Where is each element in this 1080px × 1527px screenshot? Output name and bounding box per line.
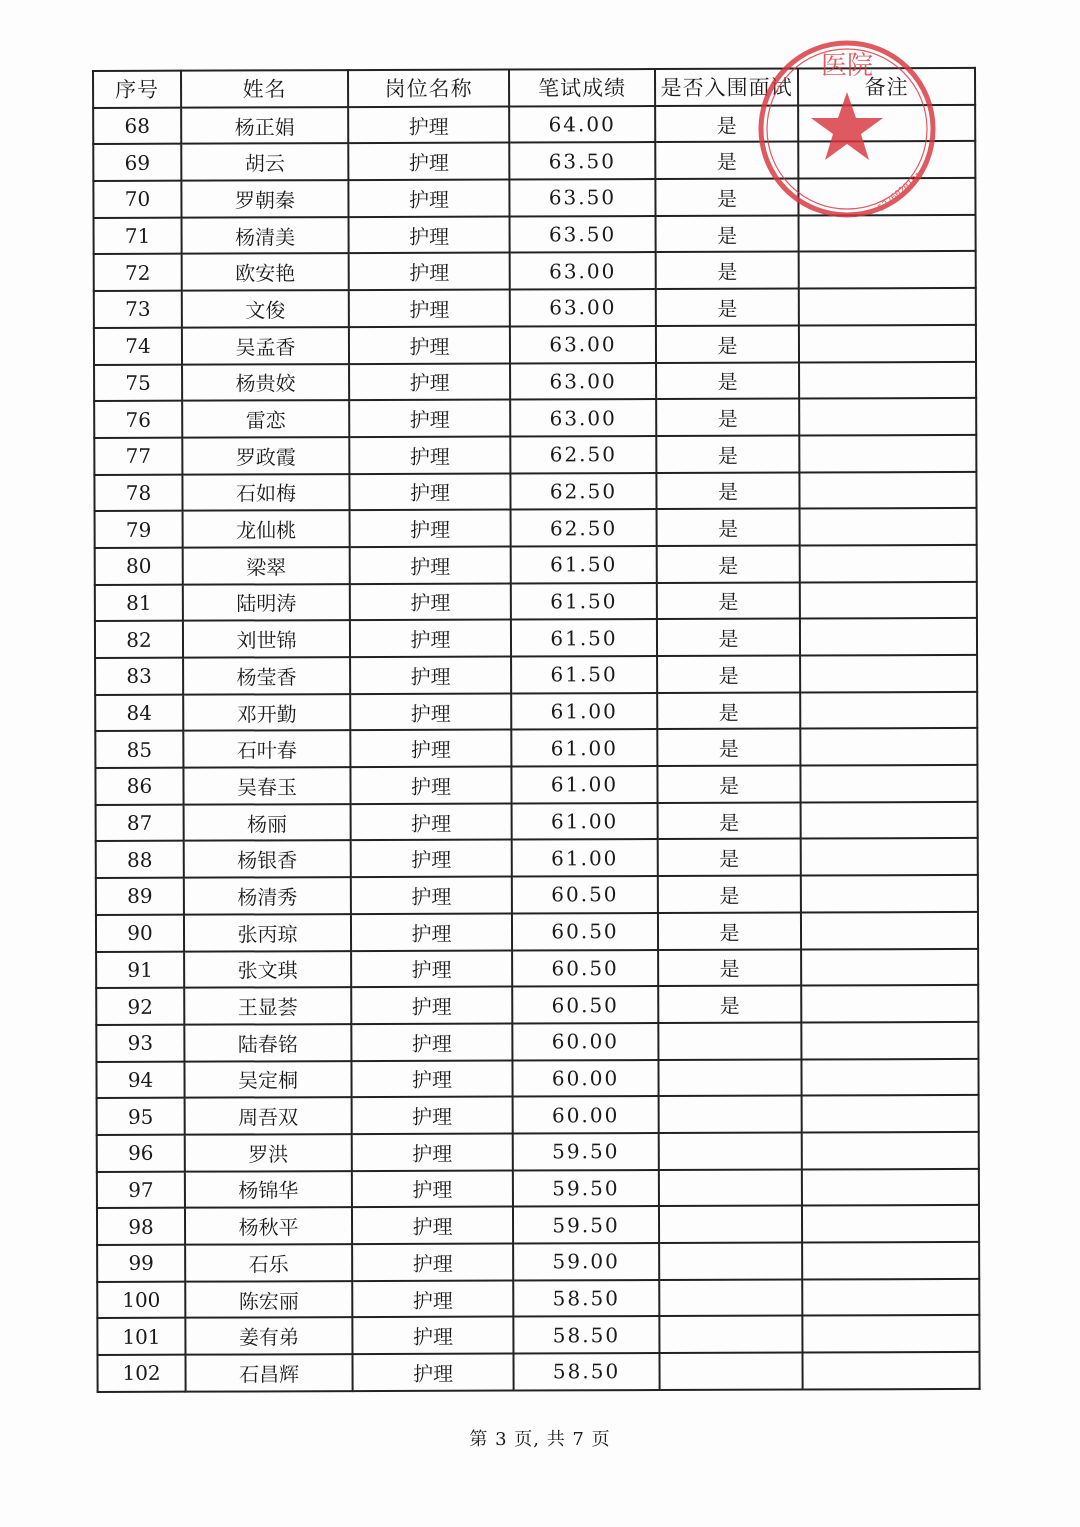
cell-index: 79 <box>95 511 183 548</box>
cell-index: 91 <box>96 951 184 988</box>
cell-position: 护理 <box>352 1317 513 1354</box>
cell-shortlisted: 是 <box>657 656 800 693</box>
cell-name: 文俊 <box>182 290 349 327</box>
cell-index: 83 <box>95 658 183 695</box>
cell-name: 胡云 <box>181 143 348 180</box>
cell-index: 75 <box>94 364 182 401</box>
cell-shortlisted: 是 <box>656 215 799 252</box>
cell-index: 78 <box>94 474 182 511</box>
cell-remarks <box>800 655 977 692</box>
cell-position: 护理 <box>351 803 512 840</box>
cell-remarks <box>799 435 976 472</box>
table-row <box>94 361 976 401</box>
results-table <box>92 67 981 1393</box>
cell-score: 60.50 <box>512 950 658 987</box>
cell-score: 63.00 <box>510 363 656 400</box>
cell-score: 58.50 <box>513 1316 659 1353</box>
cell-position: 护理 <box>350 657 511 694</box>
cell-position: 护理 <box>352 1354 513 1391</box>
cell-remarks <box>800 582 977 619</box>
header-shortlisted: 是否入围面试 <box>655 69 798 106</box>
cell-shortlisted: 是 <box>658 986 801 1023</box>
cell-index: 80 <box>95 548 183 585</box>
cell-shortlisted: 是 <box>656 362 799 399</box>
cell-index: 100 <box>97 1281 185 1318</box>
table-body <box>93 105 979 1392</box>
table-row <box>94 471 976 511</box>
cell-shortlisted: 是 <box>655 105 798 142</box>
cell-position: 护理 <box>348 180 509 217</box>
cell-position: 护理 <box>351 950 512 987</box>
cell-name: 石乐 <box>185 1244 352 1281</box>
table-row <box>96 802 978 842</box>
cell-score: 60.50 <box>512 986 658 1023</box>
cell-score: 63.50 <box>510 216 656 253</box>
cell-remarks <box>799 361 976 398</box>
cell-index: 99 <box>97 1245 185 1282</box>
cell-position: 护理 <box>348 106 509 143</box>
cell-index: 98 <box>97 1208 185 1245</box>
cell-name: 罗政霞 <box>182 437 349 474</box>
cell-score: 62.50 <box>510 436 656 473</box>
cell-name: 雷恋 <box>182 400 349 437</box>
cell-remarks <box>799 251 976 288</box>
stamp-ring-text: 医院 <box>820 51 874 81</box>
cell-score: 63.50 <box>509 179 655 216</box>
cell-name: 邓开勤 <box>183 694 350 731</box>
cell-score: 64.00 <box>509 106 655 143</box>
cell-index: 102 <box>97 1355 185 1392</box>
cell-shortlisted <box>659 1206 802 1243</box>
cell-name: 杨莹香 <box>183 657 350 694</box>
cell-name: 王显荟 <box>184 987 351 1024</box>
stamp-number: 5226020101 <box>876 171 925 214</box>
cell-remarks <box>799 471 976 508</box>
table-row <box>97 1169 979 1209</box>
cell-index: 72 <box>94 254 182 291</box>
cell-name: 杨清秀 <box>184 877 351 914</box>
cell-score: 62.50 <box>511 509 657 546</box>
cell-position: 护理 <box>349 400 510 437</box>
header-remarks: 备注 <box>798 68 975 105</box>
table-row <box>95 545 977 585</box>
cell-remarks <box>801 875 978 912</box>
cell-index: 76 <box>94 401 182 438</box>
cell-position: 护理 <box>350 620 511 657</box>
cell-shortlisted: 是 <box>656 289 799 326</box>
cell-score: 61.00 <box>511 729 657 766</box>
cell-shortlisted: 是 <box>657 619 800 656</box>
cell-name: 陈宏丽 <box>185 1281 352 1318</box>
cell-score: 61.50 <box>511 619 657 656</box>
cell-score: 59.50 <box>513 1170 659 1207</box>
cell-index: 70 <box>93 181 181 218</box>
cell-index: 74 <box>94 328 182 365</box>
cell-shortlisted <box>659 1132 802 1169</box>
table-row <box>97 1352 979 1392</box>
cell-score: 59.00 <box>513 1243 659 1280</box>
cell-shortlisted: 是 <box>657 729 800 766</box>
cell-name: 吴定桐 <box>184 1061 351 1098</box>
cell-name: 杨银香 <box>184 841 351 878</box>
cell-position: 护理 <box>351 1060 512 1097</box>
table-row <box>96 838 978 878</box>
table-row <box>95 728 977 768</box>
cell-score: 61.00 <box>511 766 657 803</box>
cell-remarks <box>801 985 978 1022</box>
cell-index: 71 <box>94 217 182 254</box>
table-row <box>94 325 976 365</box>
cell-name: 梁翠 <box>183 547 350 584</box>
cell-remarks <box>802 1095 979 1132</box>
cell-shortlisted <box>659 1169 802 1206</box>
table-row <box>97 1315 979 1355</box>
header-index: 序号 <box>93 71 181 108</box>
cell-position: 护理 <box>351 987 512 1024</box>
cell-remarks <box>800 545 977 582</box>
cell-index: 89 <box>96 878 184 915</box>
cell-shortlisted <box>659 1243 802 1280</box>
cell-position: 护理 <box>350 583 511 620</box>
cell-position: 护理 <box>352 1170 513 1207</box>
cell-index: 90 <box>96 914 184 951</box>
cell-position: 护理 <box>352 1133 513 1170</box>
cell-score: 61.50 <box>511 656 657 693</box>
cell-index: 85 <box>95 731 183 768</box>
cell-position: 护理 <box>351 1023 512 1060</box>
cell-shortlisted <box>659 1096 802 1133</box>
cell-shortlisted: 是 <box>657 582 800 619</box>
cell-shortlisted: 是 <box>658 876 801 913</box>
star-icon <box>811 92 883 160</box>
table-row <box>94 435 976 475</box>
table-row <box>96 985 978 1025</box>
cell-remarks <box>799 325 976 362</box>
cell-shortlisted: 是 <box>658 802 801 839</box>
cell-shortlisted: 是 <box>657 766 800 803</box>
cell-score: 63.00 <box>510 326 656 363</box>
table-row <box>97 1132 979 1172</box>
cell-remarks <box>801 802 978 839</box>
cell-index: 87 <box>96 804 184 841</box>
table-row <box>96 1022 978 1062</box>
cell-position: 护理 <box>349 253 510 290</box>
cell-index: 86 <box>95 768 183 805</box>
cell-shortlisted: 是 <box>655 179 798 216</box>
cell-score: 61.00 <box>512 803 658 840</box>
table-row <box>94 398 976 438</box>
cell-name: 杨贵姣 <box>182 364 349 401</box>
cell-position: 护理 <box>352 1097 513 1134</box>
cell-position: 护理 <box>350 767 511 804</box>
cell-name: 吴孟香 <box>182 327 349 364</box>
cell-remarks <box>800 765 977 802</box>
table-row <box>96 1058 978 1098</box>
cell-index: 96 <box>97 1135 185 1172</box>
cell-shortlisted <box>659 1316 802 1353</box>
cell-name: 杨清美 <box>182 217 349 254</box>
cell-name: 石如梅 <box>182 474 349 511</box>
table-row <box>97 1095 979 1135</box>
cell-name: 张丙琼 <box>184 914 351 951</box>
cell-score: 61.00 <box>512 839 658 876</box>
cell-shortlisted: 是 <box>657 545 800 582</box>
cell-remarks <box>800 692 977 729</box>
cell-position: 护理 <box>348 143 509 180</box>
cell-shortlisted: 是 <box>658 839 801 876</box>
cell-shortlisted: 是 <box>655 142 798 179</box>
cell-index: 92 <box>96 988 184 1025</box>
cell-score: 60.00 <box>512 1060 658 1097</box>
cell-score: 60.50 <box>512 913 658 950</box>
cell-shortlisted: 是 <box>658 949 801 986</box>
table-row <box>95 618 977 658</box>
cell-shortlisted <box>658 1059 801 1096</box>
cell-shortlisted <box>658 1022 801 1059</box>
cell-score: 60.00 <box>513 1096 659 1133</box>
cell-remarks <box>802 1279 979 1316</box>
table-row <box>97 1205 979 1245</box>
cell-name: 杨锦华 <box>185 1171 352 1208</box>
cell-position: 护理 <box>350 693 511 730</box>
table-row <box>94 251 976 291</box>
cell-index: 95 <box>97 1098 185 1135</box>
cell-remarks <box>802 1315 979 1352</box>
cell-name: 陆明涛 <box>183 584 350 621</box>
cell-shortlisted: 是 <box>656 472 799 509</box>
cell-shortlisted: 是 <box>656 252 799 289</box>
cell-shortlisted: 是 <box>656 325 799 362</box>
cell-shortlisted <box>659 1279 802 1316</box>
cell-remarks <box>800 508 977 545</box>
cell-score: 60.50 <box>512 876 658 913</box>
cell-position: 护理 <box>350 730 511 767</box>
cell-position: 护理 <box>349 436 510 473</box>
page-footer: 第 3 页, 共 7 页 <box>469 1429 611 1450</box>
cell-shortlisted <box>659 1353 802 1390</box>
cell-score: 59.50 <box>513 1133 659 1170</box>
table-row <box>95 582 977 622</box>
cell-name: 欧安艳 <box>182 254 349 291</box>
cell-remarks <box>800 618 977 655</box>
cell-score: 60.00 <box>512 1023 658 1060</box>
cell-position: 护理 <box>350 546 511 583</box>
table-row <box>95 508 977 548</box>
header-score: 笔试成绩 <box>509 69 655 106</box>
cell-remarks <box>802 1169 979 1206</box>
cell-position: 护理 <box>351 840 512 877</box>
cell-remarks <box>801 1058 978 1095</box>
cell-position: 护理 <box>350 510 511 547</box>
table-row <box>97 1242 979 1282</box>
cell-index: 94 <box>96 1061 184 1098</box>
cell-remarks <box>802 1242 979 1279</box>
table-row <box>94 288 976 328</box>
cell-position: 护理 <box>351 877 512 914</box>
cell-shortlisted: 是 <box>657 509 800 546</box>
cell-score: 61.00 <box>511 693 657 730</box>
cell-name: 杨秋平 <box>185 1207 352 1244</box>
cell-shortlisted: 是 <box>656 399 799 436</box>
cell-remarks <box>800 728 977 765</box>
cell-index: 101 <box>97 1318 185 1355</box>
cell-score: 62.50 <box>510 473 656 510</box>
cell-index: 82 <box>95 621 183 658</box>
cell-index: 73 <box>94 291 182 328</box>
cell-remarks <box>802 1352 979 1389</box>
cell-name: 张文琪 <box>184 951 351 988</box>
cell-index: 97 <box>97 1171 185 1208</box>
cell-shortlisted: 是 <box>658 912 801 949</box>
cell-index: 69 <box>93 144 181 181</box>
cell-index: 88 <box>96 841 184 878</box>
cell-remarks <box>802 1132 979 1169</box>
cell-name: 罗朝秦 <box>181 180 348 217</box>
cell-score: 63.00 <box>510 399 656 436</box>
cell-shortlisted: 是 <box>656 435 799 472</box>
cell-name: 周吾双 <box>185 1097 352 1134</box>
cell-remarks <box>802 1205 979 1242</box>
table-row <box>95 655 977 695</box>
table-row <box>96 875 978 915</box>
table-row <box>95 692 977 732</box>
cell-name: 陆春铭 <box>184 1024 351 1061</box>
cell-score: 61.50 <box>511 583 657 620</box>
cell-index: 77 <box>94 438 182 475</box>
cell-name: 石叶春 <box>183 730 350 767</box>
table-row <box>96 912 978 952</box>
cell-name: 姜有弟 <box>185 1317 352 1354</box>
cell-remarks <box>801 912 978 949</box>
cell-remarks <box>801 838 978 875</box>
table-row <box>95 765 977 805</box>
cell-shortlisted: 是 <box>657 692 800 729</box>
cell-index: 84 <box>95 694 183 731</box>
cell-name: 吴春玉 <box>183 767 350 804</box>
cell-score: 59.50 <box>513 1206 659 1243</box>
cell-name: 罗洪 <box>185 1134 352 1171</box>
cell-name: 石昌辉 <box>185 1354 352 1391</box>
cell-position: 护理 <box>349 216 510 253</box>
cell-name: 龙仙桃 <box>183 510 350 547</box>
cell-remarks <box>801 1022 978 1059</box>
cell-remarks <box>801 948 978 985</box>
cell-position: 护理 <box>349 326 510 363</box>
official-seal-stamp <box>752 34 942 224</box>
cell-position: 护理 <box>349 363 510 400</box>
cell-index: 81 <box>95 584 183 621</box>
cell-remarks <box>799 288 976 325</box>
header-name: 姓名 <box>181 70 348 107</box>
cell-index: 68 <box>93 107 181 144</box>
table-row <box>96 948 978 988</box>
cell-score: 63.50 <box>509 142 655 179</box>
cell-name: 杨正娟 <box>181 107 348 144</box>
header-position: 岗位名称 <box>348 70 509 107</box>
cell-position: 护理 <box>349 473 510 510</box>
cell-position: 护理 <box>352 1280 513 1317</box>
cell-position: 护理 <box>351 913 512 950</box>
cell-score: 58.50 <box>513 1353 659 1390</box>
table-row <box>97 1279 979 1319</box>
cell-position: 护理 <box>352 1244 513 1281</box>
cell-score: 63.00 <box>510 289 656 326</box>
cell-name: 刘世锦 <box>183 620 350 657</box>
cell-score: 63.00 <box>510 252 656 289</box>
cell-position: 护理 <box>352 1207 513 1244</box>
cell-position: 护理 <box>349 290 510 327</box>
cell-index: 93 <box>96 1025 184 1062</box>
cell-remarks <box>799 398 976 435</box>
cell-score: 61.50 <box>511 546 657 583</box>
cell-score: 58.50 <box>513 1280 659 1317</box>
cell-name: 杨丽 <box>184 804 351 841</box>
